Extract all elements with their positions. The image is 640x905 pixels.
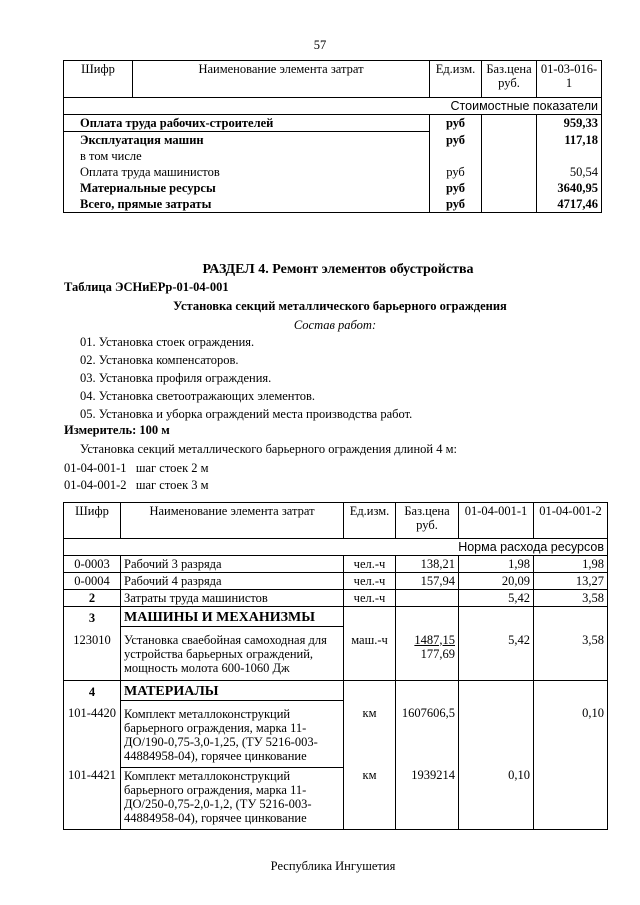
cost-table	[63, 60, 602, 213]
table-row	[64, 680, 608, 700]
subheader-row	[64, 539, 608, 556]
cell-price	[396, 627, 459, 681]
row-name: Эксплуатация машин	[64, 132, 430, 149]
cell-norm-2: 1,98	[534, 556, 608, 573]
variant-code: 01-04-001-1	[64, 461, 127, 475]
col-header-unit: Ед.изм.	[430, 61, 482, 98]
section-title: РАЗДЕЛ 4. Ремонт элементов обустройства	[202, 262, 474, 277]
cell-code: 101-4420	[64, 700, 121, 767]
subheader-text: Стоимостные показатели	[64, 98, 602, 115]
cell-code: 0-0004	[64, 573, 121, 590]
cell-norm-2	[534, 767, 608, 830]
col-header-price: Баз.цена руб.	[482, 61, 537, 98]
cell-empty	[344, 680, 396, 700]
measure-unit: Измеритель: 100 м	[64, 423, 170, 437]
cell-empty	[344, 607, 396, 627]
work-item: 05. Установка и уборка ограждений места производства работ.	[80, 407, 413, 421]
cell-name: Комплект металлоконструкций барьерного ограждения, марка 11-ДО/190-0,75-3,0-1,25, (ТУ 5216-003-44884958-04), горячее цинкование	[121, 700, 344, 767]
price-line-1: 1487,15	[414, 632, 455, 647]
cell-code: 101-4421	[64, 767, 121, 830]
cell-name: Рабочий 3 разряда	[121, 556, 344, 573]
variant-desc: шаг стоек 3 м	[135, 478, 209, 492]
cell-price: 138,21	[396, 556, 459, 573]
row-price	[482, 148, 537, 164]
row-name: Оплата труда машинистов	[64, 164, 430, 180]
cell-empty	[396, 607, 459, 627]
table-name: Установка секций металлического барьерного ограждения	[173, 299, 507, 313]
table-header-row	[64, 503, 608, 539]
section-heading-materials: МАТЕРИАЛЫ	[121, 680, 344, 700]
table-code: Таблица ЭСНиЕРр-01-04-001	[64, 280, 229, 294]
cell-unit: чел.-ч	[344, 590, 396, 607]
table-row	[64, 590, 608, 607]
col-header-norm-2: 01-04-001-2	[534, 503, 608, 539]
page-footer: Республика Ингушетия	[270, 859, 396, 873]
variant-line	[64, 461, 209, 476]
row-unit	[430, 148, 482, 164]
cell-norm-2: 3,58	[534, 590, 608, 607]
cell-norm-1: 5,42	[459, 627, 534, 681]
col-header-name: Наименование элемента затрат	[133, 61, 430, 98]
work-item: 01. Установка стоек ограждения.	[80, 335, 255, 349]
cell-norm-2: 3,58	[534, 627, 608, 681]
variant-line	[64, 478, 209, 493]
cell-code: 123010	[64, 627, 121, 681]
col-header-name: Наименование элемента затрат	[121, 503, 344, 539]
cell-unit: км	[344, 767, 396, 830]
table-row	[64, 180, 602, 196]
work-item: 03. Установка профиля ограждения.	[80, 371, 272, 385]
table-row	[64, 115, 602, 132]
subheader-text: Норма расхода ресурсов	[64, 539, 608, 556]
row-price	[482, 164, 537, 180]
cell-unit: км	[344, 700, 396, 767]
cell-price	[396, 590, 459, 607]
section-heading-machines: МАШИНЫ И МЕХАНИЗМЫ	[121, 607, 344, 627]
cell-norm-2: 0,10	[534, 700, 608, 767]
note-text: Установка секций металлического барьерного ограждения длиной 4 м:	[80, 442, 458, 456]
table-row	[64, 573, 608, 590]
row-price	[482, 196, 537, 213]
table-row	[64, 607, 608, 627]
cell-price: 1607606,5	[396, 700, 459, 767]
col-header-norm: 01-03-016-1	[537, 61, 602, 98]
cell-name: Рабочий 4 разряда	[121, 573, 344, 590]
row-value: 50,54	[537, 164, 602, 180]
table-row	[64, 164, 602, 180]
cell-empty	[534, 680, 608, 700]
row-unit: руб	[430, 180, 482, 196]
cell-empty	[534, 607, 608, 627]
row-value: 117,18	[537, 132, 602, 149]
cell-norm-1: 20,09	[459, 573, 534, 590]
row-price	[482, 132, 537, 149]
row-unit: руб	[430, 164, 482, 180]
row-value	[537, 148, 602, 164]
col-header-unit: Ед.изм.	[344, 503, 396, 539]
table-row	[64, 767, 608, 830]
cell-norm-1: 1,98	[459, 556, 534, 573]
col-header-price: Баз.цена руб.	[396, 503, 459, 539]
row-unit: руб	[430, 115, 482, 132]
cell-empty	[459, 680, 534, 700]
row-value: 4717,46	[537, 196, 602, 213]
row-value: 959,33	[537, 115, 602, 132]
page-number: 57	[313, 38, 327, 52]
price-line-2: 177,69	[420, 646, 455, 661]
variant-desc: шаг стоек 2 м	[135, 461, 209, 475]
subheader-row	[64, 98, 602, 115]
cell-code: 0-0003	[64, 556, 121, 573]
cell-norm-2: 13,27	[534, 573, 608, 590]
row-name: Материальные ресурсы	[64, 180, 430, 196]
row-name: Всего, прямые затраты	[64, 196, 430, 213]
col-header-norm-1: 01-04-001-1	[459, 503, 534, 539]
variant-code: 01-04-001-2	[64, 478, 127, 492]
table-header-row	[64, 61, 602, 98]
table-row	[64, 196, 602, 213]
table-row	[64, 627, 608, 681]
cell-name: Установка сваебойная самоходная для устройства барьерных ограждений, мощность молота 600-1060 Дж	[121, 627, 344, 681]
cell-name: Комплект металлоконструкций барьерного ограждения, марка 11-ДО/250-0,75-2,0-1,2, (ТУ 5216-003-44884958-04), горячее цинкование	[121, 767, 344, 830]
cell-norm-1: 5,42	[459, 590, 534, 607]
works-composition-heading: Состав работ:	[293, 318, 377, 332]
work-item: 04. Установка светоотражающих элементов.	[80, 389, 316, 403]
row-value: 3640,95	[537, 180, 602, 196]
table-row	[64, 700, 608, 767]
row-name: Оплата труда рабочих-строителей	[64, 115, 430, 132]
cell-unit: маш.-ч	[344, 627, 396, 681]
cell-unit: чел.-ч	[344, 556, 396, 573]
cell-unit: чел.-ч	[344, 573, 396, 590]
work-item: 02. Установка компенсаторов.	[80, 353, 239, 367]
cell-norm-1	[459, 700, 534, 767]
col-header-code: Шифр	[64, 61, 133, 98]
cell-price: 1939214	[396, 767, 459, 830]
cell-name: Затраты труда машинистов	[121, 590, 344, 607]
cell-empty	[459, 607, 534, 627]
row-price	[482, 115, 537, 132]
cell-empty	[396, 680, 459, 700]
cell-code: 2	[64, 590, 121, 607]
table-row	[64, 132, 602, 149]
resources-table	[63, 502, 608, 830]
cell-code: 3	[64, 607, 121, 627]
row-unit: руб	[430, 132, 482, 149]
col-header-code: Шифр	[64, 503, 121, 539]
cell-norm-1: 0,10	[459, 767, 534, 830]
table-row	[64, 556, 608, 573]
row-unit: руб	[430, 196, 482, 213]
row-price	[482, 180, 537, 196]
row-name: в том числе	[64, 148, 430, 164]
cell-price: 157,94	[396, 573, 459, 590]
cell-code: 4	[64, 680, 121, 700]
table-row	[64, 148, 602, 164]
